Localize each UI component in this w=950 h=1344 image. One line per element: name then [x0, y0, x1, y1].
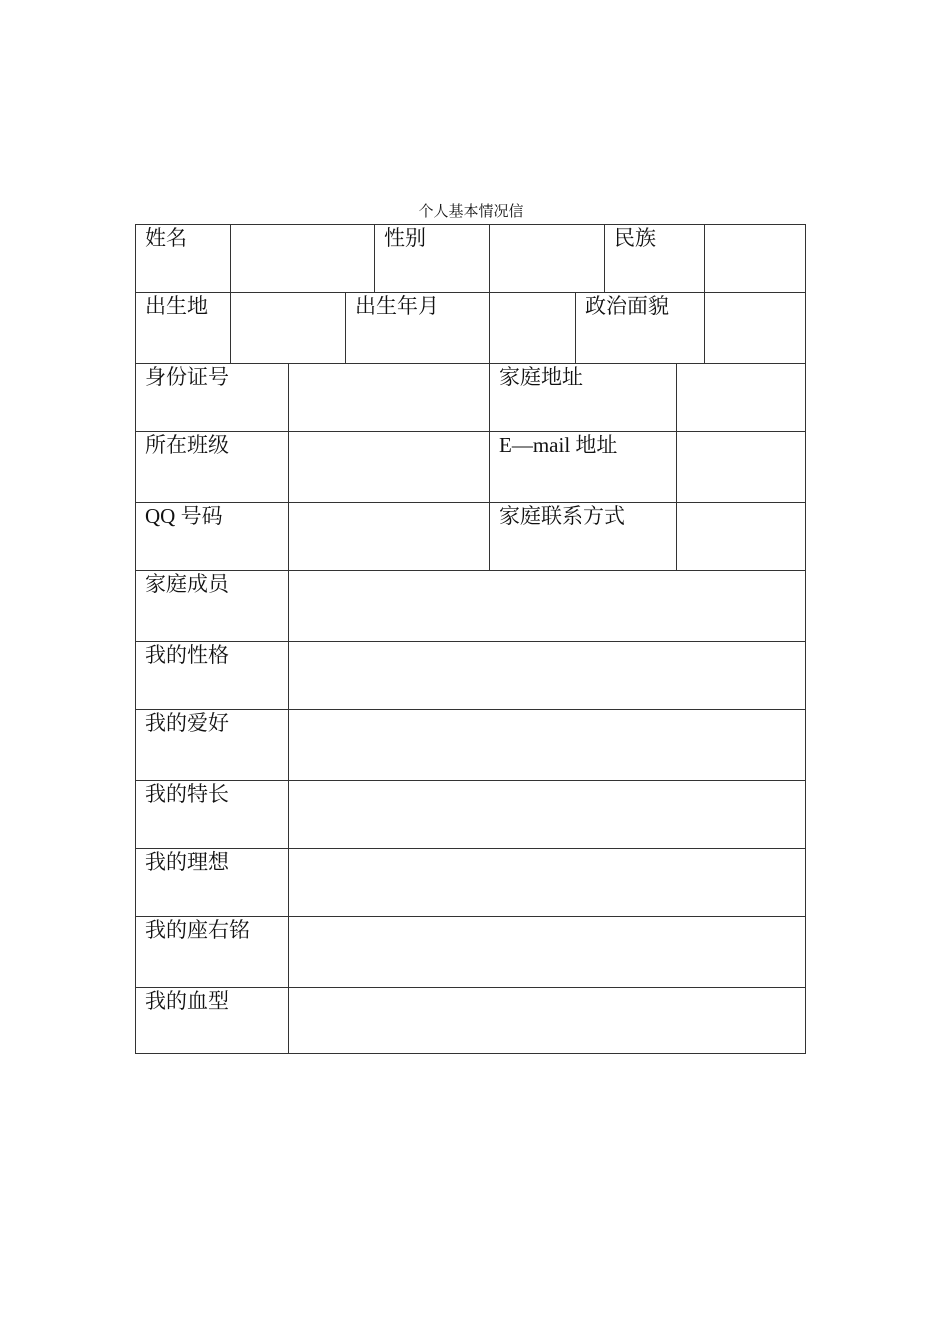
birthplace-label-cell	[136, 293, 230, 363]
qq-label-cell	[136, 503, 288, 570]
ethnicity-label-cell	[604, 225, 704, 292]
name-label-cell	[136, 225, 230, 292]
hobbies-label-cell	[136, 710, 288, 780]
gender-label: 性别	[384, 226, 426, 250]
birthplace-label: 出生地	[145, 294, 208, 318]
class-value-field[interactable]	[288, 432, 489, 502]
birthplace-value-field[interactable]	[230, 293, 345, 363]
birthdate-label: 出生年月	[355, 294, 439, 318]
personality-label-cell	[136, 642, 288, 709]
id-number-value-field[interactable]	[288, 364, 489, 431]
id-number-label-cell	[136, 364, 288, 431]
name-value-field[interactable]	[230, 225, 374, 292]
form-row-blood-type	[135, 987, 806, 1054]
personality-label: 我的性格	[145, 643, 229, 667]
motto-label: 我的座右铭	[145, 918, 250, 942]
home-address-label: 家庭地址	[499, 365, 583, 389]
form-row-name	[135, 224, 806, 292]
form-row-ideals	[135, 848, 806, 916]
form-row-id	[135, 363, 806, 431]
specialties-label-cell	[136, 781, 288, 848]
home-address-label-cell	[489, 364, 676, 431]
gender-label-cell	[374, 225, 489, 292]
political-status-value-field[interactable]	[704, 293, 805, 363]
form-row-birth	[135, 292, 806, 363]
form-row-class	[135, 431, 806, 502]
blood-type-label-cell	[136, 988, 288, 1053]
id-number-label: 身份证号	[145, 365, 229, 389]
ethnicity-label: 民族	[614, 226, 656, 250]
ethnicity-value-field[interactable]	[704, 225, 805, 292]
form-row-hobbies	[135, 709, 806, 780]
specialties-value-field[interactable]	[288, 781, 805, 848]
ideals-label-cell	[136, 849, 288, 916]
name-label: 姓名	[145, 226, 187, 250]
form-row-family-members	[135, 570, 806, 641]
motto-label-cell	[136, 917, 288, 987]
hobbies-label: 我的爱好	[145, 711, 229, 735]
birthdate-label-cell	[345, 293, 489, 363]
family-members-label-cell	[136, 571, 288, 641]
email-label: E—mail 地址	[499, 433, 618, 457]
family-contact-value-field[interactable]	[676, 503, 805, 570]
blood-type-value-field[interactable]	[288, 988, 805, 1053]
political-status-label: 政治面貌	[585, 294, 669, 318]
specialties-label: 我的特长	[145, 782, 229, 806]
family-contact-label-cell	[489, 503, 676, 570]
ideals-label: 我的理想	[145, 850, 229, 874]
qq-label: QQ 号码	[145, 504, 223, 528]
qq-value-field[interactable]	[288, 503, 489, 570]
form-title: 个人基本情况信	[418, 202, 524, 220]
personality-value-field[interactable]	[288, 642, 805, 709]
form-row-specialties	[135, 780, 806, 848]
form-row-qq	[135, 502, 806, 570]
gender-value-field[interactable]	[489, 225, 604, 292]
family-members-value-field[interactable]	[288, 571, 805, 641]
family-contact-label: 家庭联系方式	[499, 504, 625, 528]
political-status-label-cell	[575, 293, 704, 363]
blood-type-label: 我的血型	[145, 989, 229, 1013]
home-address-value-field[interactable]	[676, 364, 805, 431]
email-label-cell	[489, 432, 676, 502]
hobbies-value-field[interactable]	[288, 710, 805, 780]
motto-value-field[interactable]	[288, 917, 805, 987]
class-label-cell	[136, 432, 288, 502]
family-members-label: 家庭成员	[145, 572, 229, 596]
email-value-field[interactable]	[676, 432, 805, 502]
birthdate-value-field[interactable]	[489, 293, 575, 363]
form-row-motto	[135, 916, 806, 987]
form-row-personality	[135, 641, 806, 709]
class-label: 所在班级	[145, 433, 229, 457]
ideals-value-field[interactable]	[288, 849, 805, 916]
